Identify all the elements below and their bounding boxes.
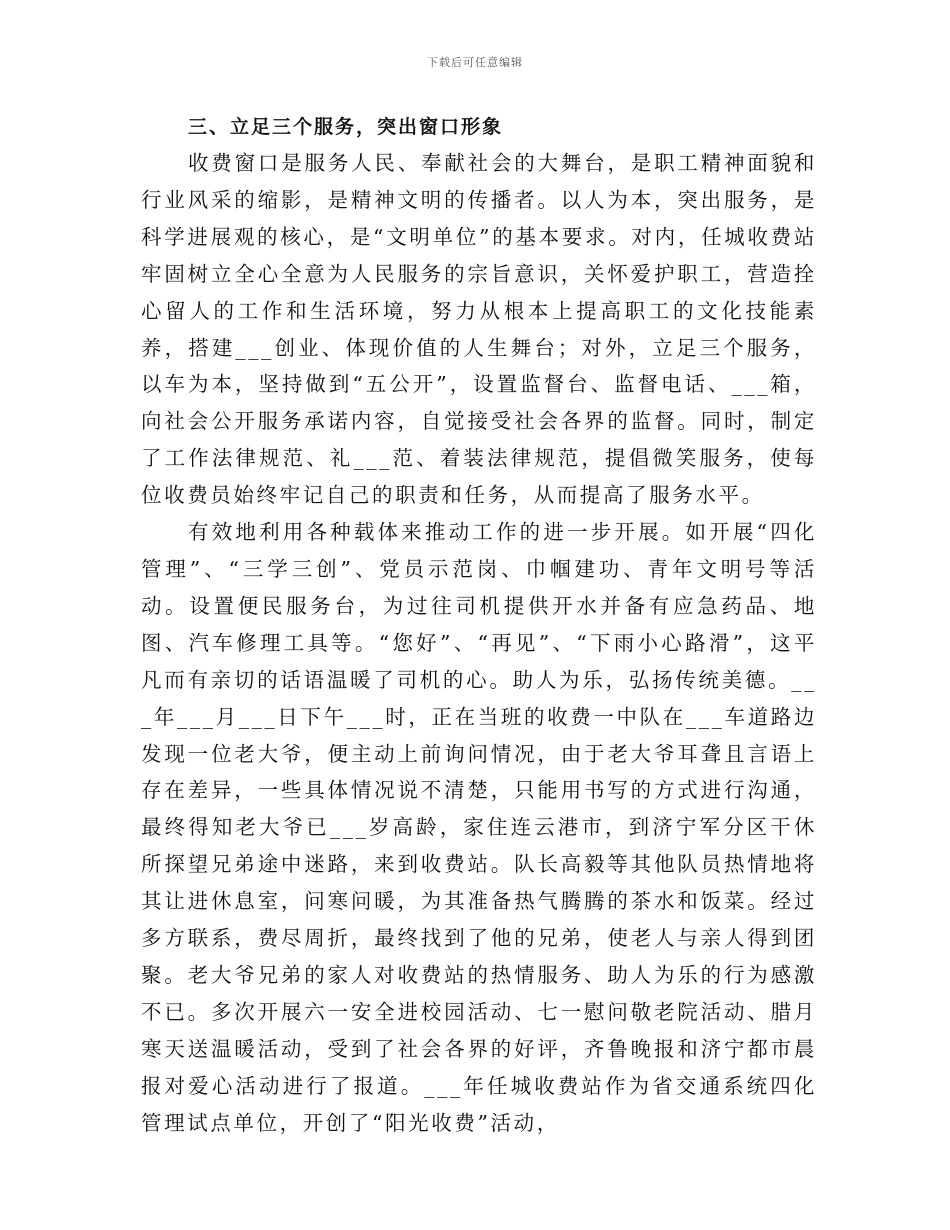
paragraph-activities: 有效地利用各种载体来推动工作的进一步开展。如开展“四化管理”、“三学三创”、党员示范岗、巾帼建功、青年文明号等活动。设置便民服务台，为过往司机提供开水并备有应急药品、地图、汽车修理工具等。“您好”、“再见”、“下雨小心路滑”，这平凡而有亲切的话语温暖了司机的心。助人为乐，弘扬传统美德。___年___月___日下午___时，正在当班的收费一中队在___车道路边发现一位老大爷，便主动上前询问情况，由于老大爷耳聋且言语上存在差异，一些具体情况说不清楚，只能用书写的方式进行沟通，最终得知老大爷已___岁高龄，家住连云港市，到济宁军分区干休所探望兄弟途中迷路，来到收费站。队长高毅等其他队员热情地将其让进休息室，问寒问暖，为其准备热气腾腾的茶水和饭菜。经过多方联系，费尽周折，最终找到了他的兄弟，使老人与亲人得到团聚。老大爷兄弟的家人对收费站的热情服务、助人为乐的行为感激不已。多次开展六一安全进校园活动、七一慰问敬老院活动、腊月寒天送温暖活动，受到了社会各界的好评，齐鲁晚报和济宁都市晨报对爱心活动进行了报道。___年任城收费站作为省交通系统四化管理试点单位，开创了“阳光收费”活动， (141, 520, 817, 1135)
paragraph-service-window: 收费窗口是服务人民、奉献社会的大舞台，是职工精神面貌和行业风采的缩影，是精神文明的传播者。以人为本，突出服务，是科学进展观的核心，是“文明单位”的基本要求。对内，任城收费站牢固树立全心全意为人民服务的宗旨意识，关怀爱护职工，营造拴心留人的工作和生活环境，努力从根本上提高职工的文化技能素养，搭建___创业、体现价值的人生舞台；对外，立足三个服务，以车为本，坚持做到“五公开”，设置监督台、监督电话、___箱，向社会公开服务承诺内容，自觉接受社会各界的监督。同时，制定了工作法律规范、礼___范、着装法律规范，提倡微笑服务，使每位收费员始终牢记自己的职责和任务，从而提高了服务水平。 (141, 151, 817, 508)
page-header: 下载后可任意编辑 (427, 56, 523, 69)
document-body (141, 110, 817, 1141)
section-heading: 三、立足三个服务，突出窗口形象 (188, 116, 504, 138)
